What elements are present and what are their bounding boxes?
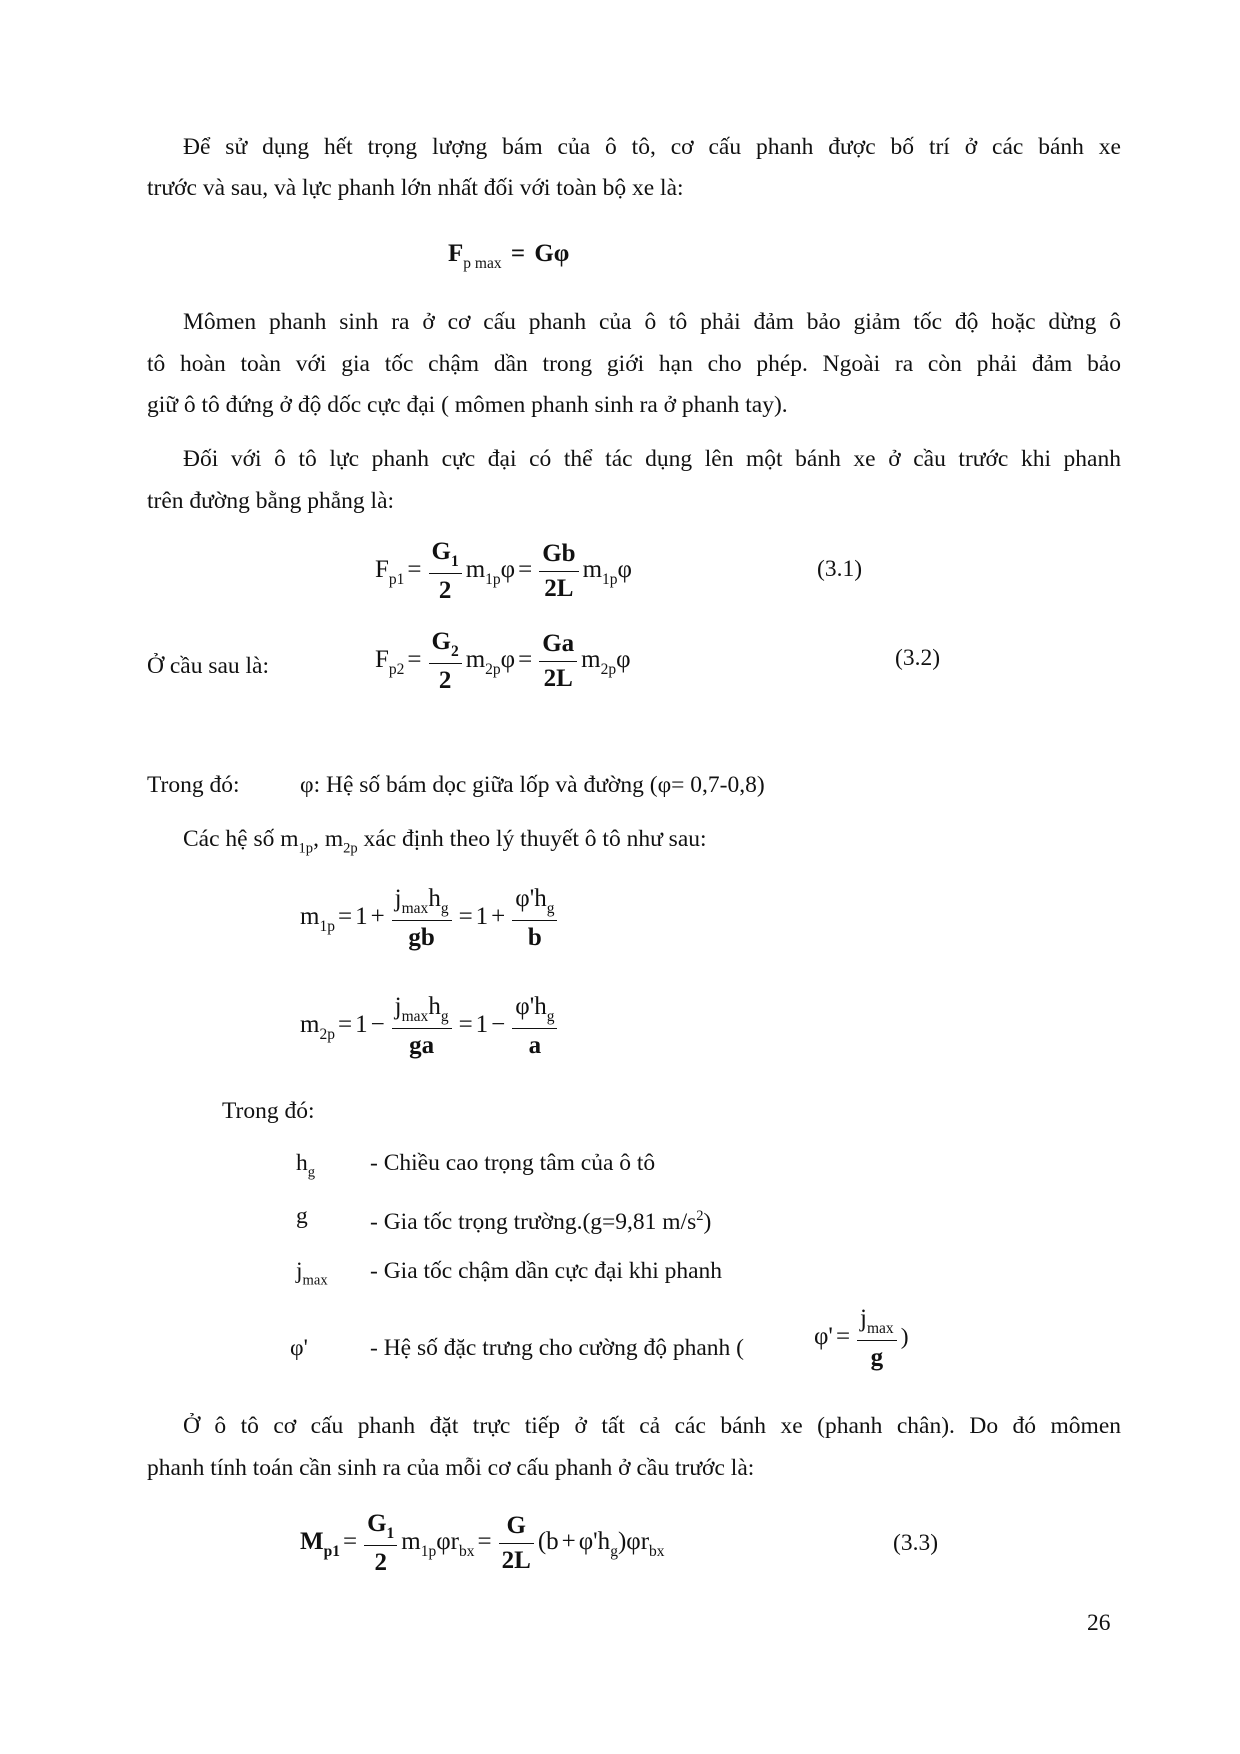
label-trong-do: Trong đó:	[222, 1098, 315, 1124]
paragraph-line: Ở ô tô cơ cấu phanh đặt trực tiếp ở tất cả các bánh xe (phanh chân). Do đó mômen	[183, 1413, 1121, 1439]
equation-3-1: $F_{p1}$ = $\frac{G_1}{2}$ $m_{1p}\varphi$ = $\frac{Gb}{2L}$ $m_{1p}\varphi$	[375, 538, 632, 605]
equation-number: (3.2)	[895, 645, 941, 671]
coeff-intro: Các hệ số $m_{1p}$, $m_{2p}$ xác định theo lý thuyết ô tô như sau:	[183, 826, 707, 857]
equation-number: (3.3)	[893, 1530, 939, 1556]
paragraph-line: trước và sau, và lực phanh lớn nhất đối với toàn bộ xe là:	[147, 175, 684, 201]
equation-phi-prime: φ' = $\frac{j_{max}}{g}$ )	[814, 1305, 909, 1372]
paragraph-line: trên đường bằng phẳng là:	[147, 488, 395, 514]
definition-desc: - Hệ số đặc trưng cho cường độ phanh (	[370, 1335, 744, 1361]
equation-number: (3.1)	[817, 556, 863, 582]
paragraph-line: tô hoàn toàn với gia tốc chậm dần trong giới hạn cho phép. Ngoài ra còn phải đảm bảo	[147, 351, 1121, 377]
equation-m2p: $m_{2p} = 1$ − $\frac{j_{max}h_g}{ga}$ = 1 − $\frac{\varphi'h_g}{a}$	[300, 993, 561, 1060]
equation-3-2: $F_{p2}$ = $\frac{G_2}{2}$ $m_{2p}\varphi$ = $\frac{Ga}{2L}$ $m_{2p}\varphi$	[375, 628, 631, 695]
label-trong-do: Trong đó:	[147, 772, 240, 798]
page-number: 26	[1087, 1610, 1111, 1636]
definition-desc: - Gia tốc chậm dần cực đại khi phanh	[370, 1258, 723, 1284]
label-o-cau-sau: Ở cầu sau là:	[147, 653, 270, 679]
definition-desc: - Chiều cao trọng tâm của ô tô	[370, 1150, 656, 1176]
definition-desc: - Gia tốc trọng trường.(g=9,81 $m/s^2$)	[370, 1208, 712, 1235]
paragraph-line: Mômen phanh sinh ra ở cơ cấu phanh của ô tô phải đảm bảo giảm tốc độ hoặc dừng ô	[183, 309, 1121, 335]
paragraph-line: phanh tính toán cần sinh ra của mỗi cơ cấu phanh ở cầu trước là:	[147, 1455, 755, 1481]
paragraph-line: Để sử dụng hết trọng lượng bám của ô tô, cơ cấu phanh được bố trí ở các bánh xe	[183, 134, 1121, 160]
definition-symbol: φ'	[290, 1335, 308, 1361]
phi-definition: φ: Hệ số bám dọc giữa lốp và đường (φ= 0,7-0,8)	[300, 772, 765, 798]
equation-m1p: $m_{1p} = 1$ + $\frac{j_{max}h_g}{gb}$ = 1 + $\frac{\varphi'h_g}{b}$	[300, 885, 561, 952]
paragraph-line: giữ ô tô đứng ở độ dốc cực đại ( mômen phanh sinh ra ở phanh tay).	[147, 392, 788, 418]
paragraph-line: Đối với ô tô lực phanh cực đại có thể tác dụng lên một bánh xe ở cầu trước khi phanh	[183, 446, 1121, 472]
equation-fpmax: $F_{p max} = G\varphi$	[448, 240, 570, 272]
definition-symbol: $h_g$	[296, 1150, 316, 1181]
equation-3-3: $M_{p1}$ = $\frac{G_1}{2}$ $m_{1p}\varphi r_{bx}$ = $\frac{G}{2L}$ $(b + \varphi'h_g)\varphi r_{bx}$	[300, 1510, 665, 1577]
definition-symbol: $j_{max}$	[296, 1258, 328, 1289]
definition-symbol: g	[296, 1203, 308, 1229]
